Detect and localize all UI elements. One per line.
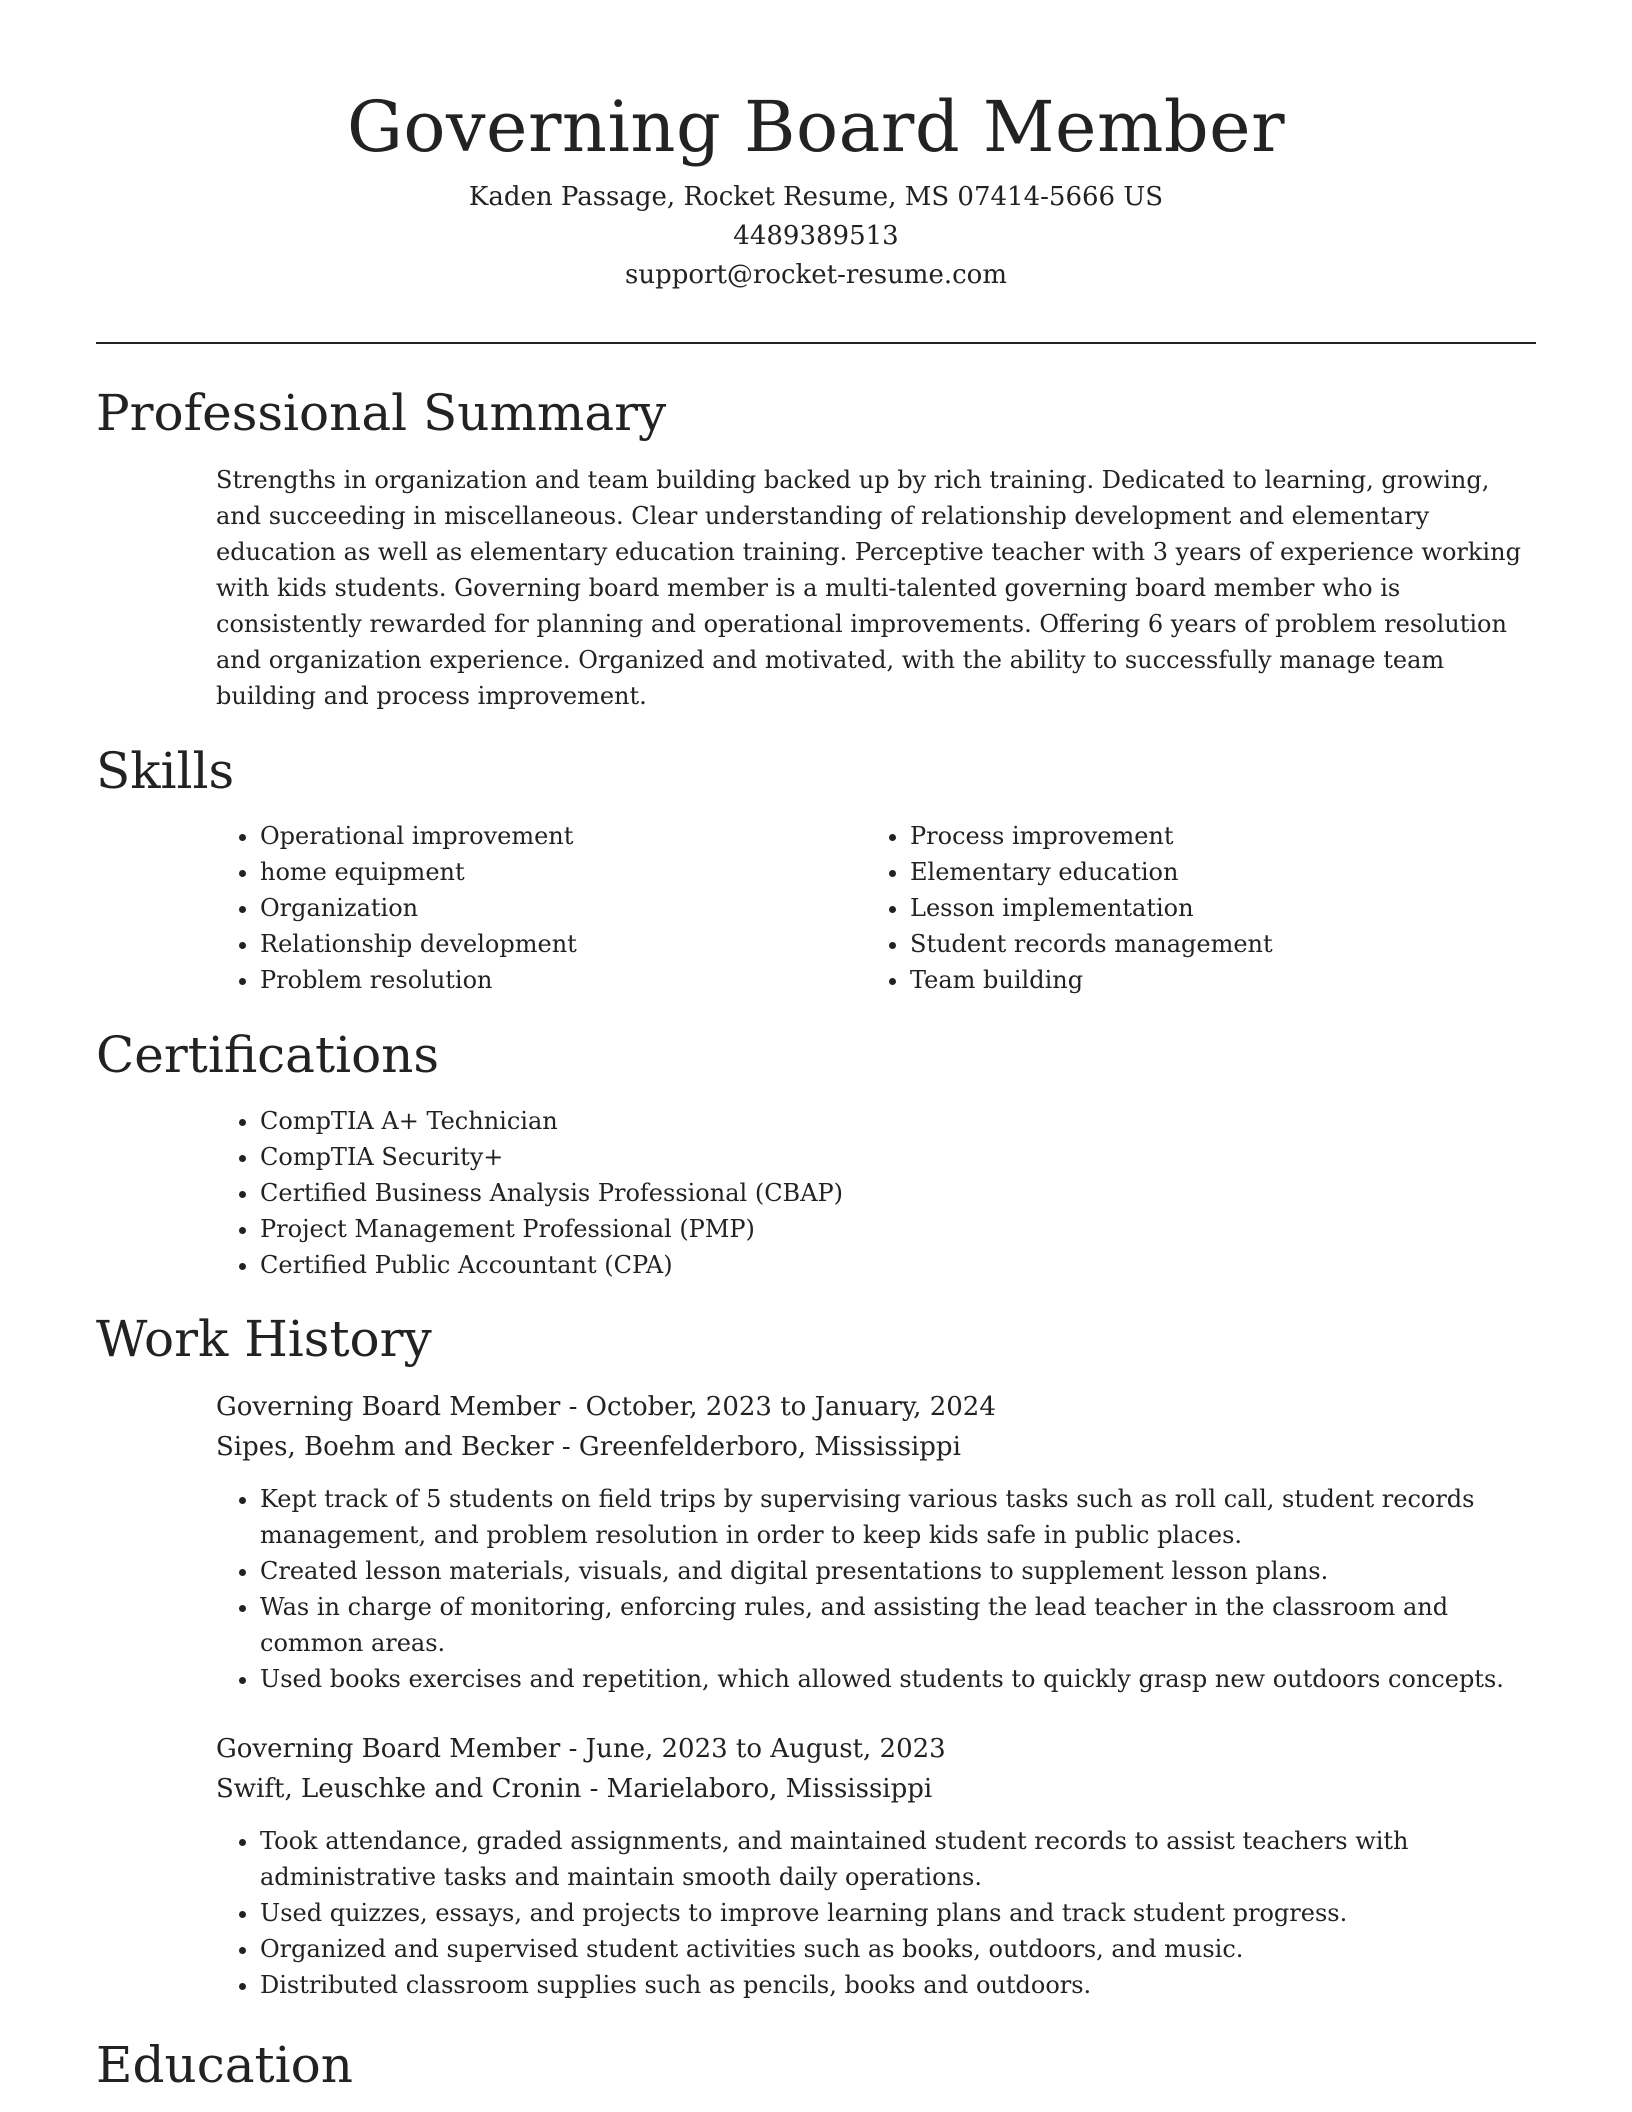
education-heading: Education (96, 2036, 353, 2094)
skills-heading: Skills (96, 742, 235, 800)
job-duties-list (216, 1823, 1540, 2003)
job-duty-item: • Was in charge of monitoring, enforcing rules, and assisting the lead teacher in the classroom and common areas. (260, 1589, 1540, 1661)
certification-item: • Project Management Professional (PMP) (260, 1211, 1516, 1247)
job-company-location: Sipes, Boehm and Becker - Greenfelderboro, Mississippi (216, 1432, 961, 1462)
skills-column-right (866, 818, 1526, 998)
skills-column-left (216, 818, 816, 998)
summary-text: Strengths in organization and team building backed up by rich training. Dedicated to learning, growing, and succeeding in miscellaneous. Clear understanding of relationship development and elementary education as well as elementary education training. Perceptive teacher with 3 years of experience working with kids students. Governing board member is a multi-talented governing board member who is consistently rewarded for planning and operational improvements. Offering 6 years of problem resolution and organization experience. Organized and motivated, with the ability to successfully manage team building and process improvement. (216, 466, 1521, 710)
certification-item: • CompTIA A+ Technician (260, 1103, 1516, 1139)
resume-name: Governing Board Member (346, 86, 1286, 168)
skill-item: • Relationship development (260, 926, 816, 962)
job-title-dates: Governing Board Member - June, 2023 to August, 2023 (216, 1734, 946, 1764)
skill-item: • Lesson implementation (910, 890, 1526, 926)
certifications-block (216, 1103, 1516, 1283)
skill-item: • Process improvement (910, 818, 1526, 854)
certification-item: • CompTIA Security+ (260, 1139, 1516, 1175)
certifications-list (216, 1103, 1516, 1283)
skill-item: • Student records management (910, 926, 1526, 962)
contact-address: Kaden Passage, Rocket Resume, MS 07414-5666 US (468, 182, 1164, 212)
job-duty-item: • Created lesson materials, visuals, and digital presentations to supplement lesson plans. (260, 1553, 1540, 1589)
job-title-dates: Governing Board Member - October, 2023 to January, 2024 (216, 1392, 996, 1422)
job-duties-list (216, 1481, 1540, 1697)
skill-item: • Team building (910, 962, 1526, 998)
job-entry (216, 1387, 1540, 1697)
skill-item: • Organization (260, 890, 816, 926)
contact-info (0, 178, 1632, 295)
resume-header (0, 80, 1632, 295)
job-company-location: Swift, Leuschke and Cronin - Marielaboro, Mississippi (216, 1774, 933, 1804)
skill-item: • Problem resolution (260, 962, 816, 998)
skill-item: • Elementary education (910, 854, 1526, 890)
summary-heading: Professional Summary (96, 384, 667, 442)
job-duty-item: • Distributed classroom supplies such as pencils, books and outdoors. (260, 1967, 1540, 2003)
job-duty-item: • Kept track of 5 students on field trips by supervising various tasks such as roll call, student records management, and problem resolution in order to keep kids safe in public places. (260, 1481, 1540, 1553)
skill-item: • Operational improvement (260, 818, 816, 854)
contact-phone: 4489389513 (733, 221, 899, 251)
job-duty-item: • Organized and supervised student activities such as books, outdoors, and music. (260, 1931, 1540, 1967)
certification-item: • Certified Business Analysis Professional (CBAP) (260, 1175, 1516, 1211)
job-duty-item: • Used books exercises and repetition, which allowed students to quickly grasp new outdoors concepts. (260, 1661, 1540, 1697)
contact-email: support@rocket-resume.com (624, 260, 1007, 290)
job-duty-item: • Used quizzes, essays, and projects to improve learning plans and track student progress. (260, 1895, 1540, 1931)
certification-item: • Certified Public Accountant (CPA) (260, 1247, 1516, 1283)
certifications-heading: Certifications (96, 1026, 440, 1084)
header-divider (96, 342, 1536, 344)
job-entry (216, 1729, 1540, 2003)
job-duty-item: • Took attendance, graded assignments, and maintained student records to assist teachers with administrative tasks and maintain smooth daily operations. (260, 1823, 1540, 1895)
skills-list-right (866, 818, 1526, 998)
work-history-heading: Work History (96, 1310, 432, 1368)
skill-item: • home equipment (260, 854, 816, 890)
skills-list-left (216, 818, 816, 998)
